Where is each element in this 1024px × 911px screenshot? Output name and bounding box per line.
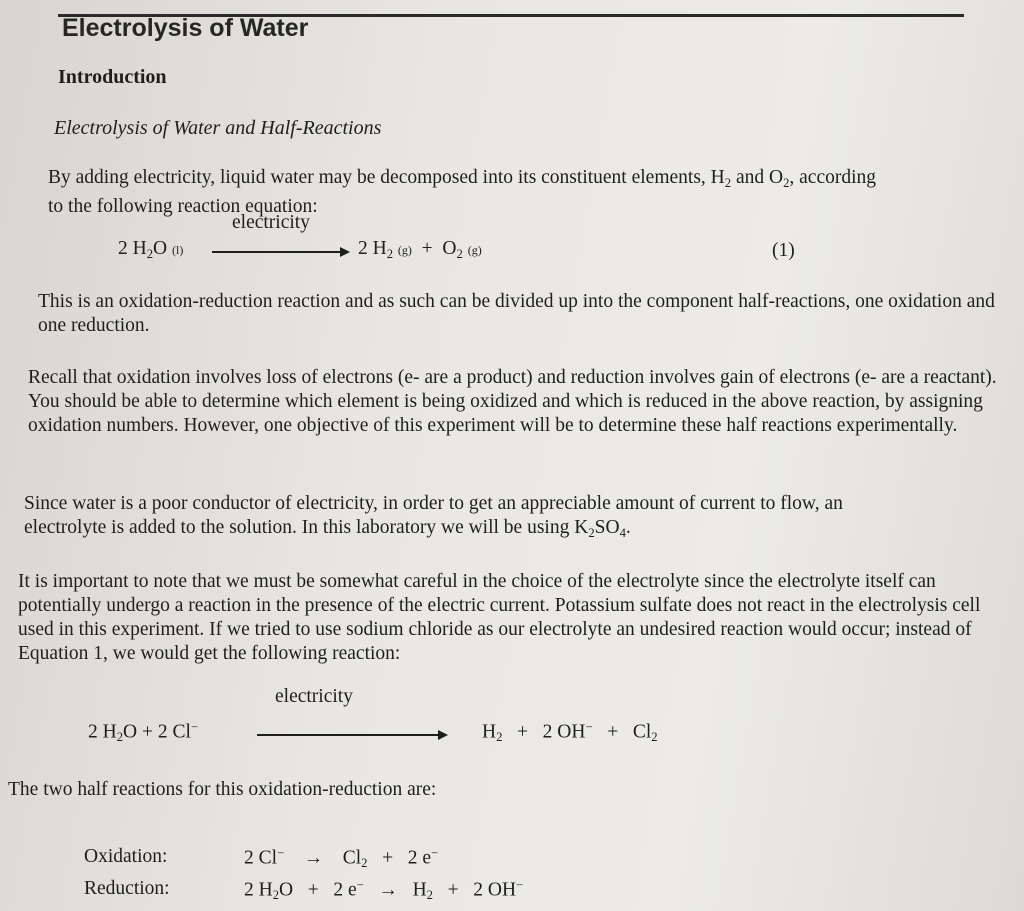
paragraph-5: It is important to note that we must be somewhat careful in the choice of the electrolyte since the electrolyte itself can potentially undergo a reaction in the presence of the electric current. Potassium sulfate does not react in the electrolysis cell used in this experiment. If we tried to use sodium chloride as our electrolyte an undesired reaction would occur; instead of Equation 1, we would get the following reaction: xyxy=(18,571,981,664)
paragraph-1 xyxy=(48,166,988,219)
section-heading: Introduction xyxy=(58,66,167,88)
page-title: Electrolysis of Water xyxy=(62,14,309,42)
eq1-reactant: 2 $H_2O$ (l) xyxy=(118,238,184,261)
eq2-products: $H_2$ + 2 OH− + $Cl_2$ xyxy=(482,720,658,745)
eq1-condition: electricity xyxy=(232,212,310,233)
paragraph-3: Recall that oxidation involves loss of electrons (e- are a product) and reduction involves gain of electrons (e- are a reactant). You should be able to determine which element is being oxidized and which is reduced in the above reaction, by assigning oxidation numbers. However, one objective of this experiment will be to determine these half reactions experimentally. xyxy=(28,367,997,436)
paragraph-1-line-1: By adding electricity, liquid water may be decomposed into its constituent elements, $H_2$ and $O_2$, according xyxy=(48,167,877,190)
subsection-heading: Electrolysis of Water and Half-Reactions xyxy=(54,117,382,139)
reduction-equation: 2 $H_2O$ + 2 e− → $H_2$ + 2 OH− xyxy=(244,878,524,903)
eq2-condition: electricity xyxy=(275,686,353,707)
reduction-label: Reduction: xyxy=(84,878,170,899)
eq1-products: 2 $H_2$ $(g) + O_2$ (g) xyxy=(358,238,482,261)
paragraph-4-line-1: Since water is a poor conductor of electricity, in order to get an appreciable amount of current to flow, an xyxy=(24,493,843,514)
half-reactions-intro: The two half reactions for this oxidation-reduction are: xyxy=(8,779,437,800)
oxidation-label: Oxidation: xyxy=(84,846,168,867)
eq2-arrow-head xyxy=(438,730,448,740)
paragraph-2: This is an oxidation-reduction reaction and as such can be divided up into the component half-reactions, one oxidation and one reduction. xyxy=(38,291,995,336)
paragraph-4 xyxy=(24,492,1014,545)
eq1-arrow xyxy=(212,251,344,253)
eq1-arrow-head xyxy=(340,247,350,257)
oxidation-equation: 2 Cl− → $Cl_2$ + 2 e− xyxy=(244,846,439,871)
eq2-reactants: 2 $H_2O + 2$ Cl− xyxy=(88,720,199,745)
paragraph-4-line-2: electrolyte is added to the solution. In this laboratory we will be using $K_2SO_4$. xyxy=(24,517,631,540)
eq2-arrow xyxy=(257,734,443,736)
paragraph-1-line-2: to the following reaction equation: xyxy=(48,195,318,217)
eq1-number: (1) xyxy=(772,240,795,261)
